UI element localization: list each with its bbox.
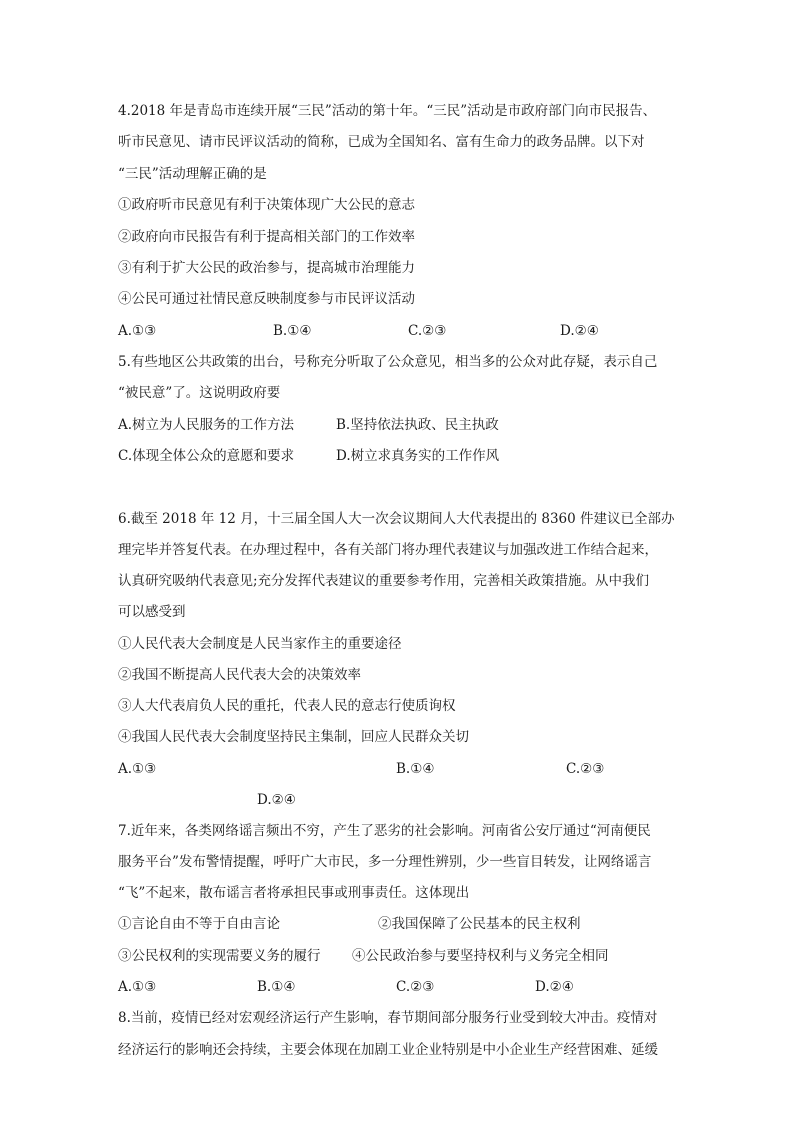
- q7-item-1: ①言论自由不等于自由言论: [118, 916, 280, 932]
- q5-stem-line-1: 5.有些地区公共政策的出台，号称充分听取了公众意见，相当多的公众对此存疑，表示自己: [118, 354, 658, 370]
- q7-stem-line-1: 7.近年来，各类网络谣言频出不穷，产生了恶劣的社会影响。河南省公安厅通过“河南便民: [118, 823, 651, 839]
- q6-option-d: D.②④: [257, 792, 296, 808]
- q4-stem-line-2: 听市民意见、请市民评议活动的简称，已成为全国知名、富有生命力的政务品牌。以下对: [118, 134, 645, 150]
- q7-option-a: A.①③: [118, 979, 157, 995]
- q8-stem-line-2: 经济运行的影响还会持续，主要会体现在加剧工业企业特别是中小企业生产经营困难、延缓: [118, 1042, 658, 1058]
- q4-stem-line-3: “三民”活动理解正确的是: [118, 166, 267, 182]
- q5-option-c: C.体现全体公众的意愿和要求: [118, 448, 295, 464]
- q5-option-b: B.坚持依法执政、民主执政: [336, 417, 499, 433]
- q6-option-a: A.①③: [118, 761, 157, 777]
- q5-option-a: A.树立为人民服务的工作方法: [118, 417, 295, 433]
- q7-item-3: ③公民权利的实现需要义务的履行: [118, 948, 321, 964]
- q7-item-4: ④公民政治参与要坚持权利与义务完全相同: [352, 948, 609, 964]
- q6-stem-line-2: 理完毕并答复代表。在办理过程中，各有关部门将办理代表建议与加强改进工作结合起来，: [118, 542, 658, 558]
- q6-option-b: B.①④: [396, 761, 435, 777]
- q7-stem-line-3: “飞”不起来，散布谣言者将承担民事或刑事责任。这体现出: [118, 885, 470, 901]
- q4-option-c: C.②③: [408, 323, 447, 339]
- q6-item-3: ③人大代表肩负人民的重托，代表人民的意志行使质询权: [118, 698, 456, 714]
- q4-item-4: ④公民可通过社情民意反映制度参与市民评议活动: [118, 291, 415, 307]
- q6-stem-line-3: 认真研究吸纳代表意见;充分发挥代表建议的重要参考作用，完善相关政策措施。从中我们: [118, 573, 650, 589]
- q7-option-b: B.①④: [257, 979, 296, 995]
- q7-item-2: ②我国保障了公民基本的民主权利: [378, 916, 581, 932]
- q4-option-a: A.①③: [118, 323, 157, 339]
- q5-option-d: D.树立求真务实的工作作风: [336, 448, 500, 464]
- q8-stem-line-1: 8.当前，疫情已经对宏观经济运行产生影响，春节期间部分服务行业受到较大冲击。疫情对: [118, 1010, 658, 1026]
- q4-item-1: ①政府听市民意见有利于决策体现广大公民的意志: [118, 197, 415, 213]
- q4-item-2: ②政府向市民报告有利于提高相关部门的工作效率: [118, 229, 415, 245]
- q6-item-2: ②我国不断提高人民代表大会的决策效率: [118, 667, 361, 683]
- q7-option-c: C.②③: [396, 979, 435, 995]
- q4-stem-line-1: 4.2018 年是青岛市连续开展“三民”活动的第十年。“三民”活动是市政府部门向市民报告、: [118, 103, 657, 119]
- q6-stem-line-4: 可以感受到: [118, 604, 186, 620]
- q6-item-4: ④我国人民代表大会制度坚持民主集制，回应人民群众关切: [118, 729, 469, 745]
- q7-stem-line-2: 服务平台”发布警情提醒，呼吁广大市民，多一分理性辨别，少一些盲目转发，让网络谣言: [118, 854, 652, 870]
- q4-option-b: B.①④: [273, 323, 312, 339]
- q4-item-3: ③有利于扩大公民的政治参与，提高城市治理能力: [118, 260, 415, 276]
- q6-item-1: ①人民代表大会制度是人民当家作主的重要途径: [118, 636, 402, 652]
- q4-option-d: D.②④: [560, 323, 599, 339]
- q7-option-d: D.②④: [535, 979, 574, 995]
- q6-option-c: C.②③: [566, 761, 605, 777]
- q5-stem-line-2: “被民意”了。这说明政府要: [118, 385, 281, 401]
- q6-stem-line-1: 6.截至 2018 年 12 月，十三届全国人大一次会议期间人大代表提出的 8360 件建议已全部办: [118, 511, 675, 527]
